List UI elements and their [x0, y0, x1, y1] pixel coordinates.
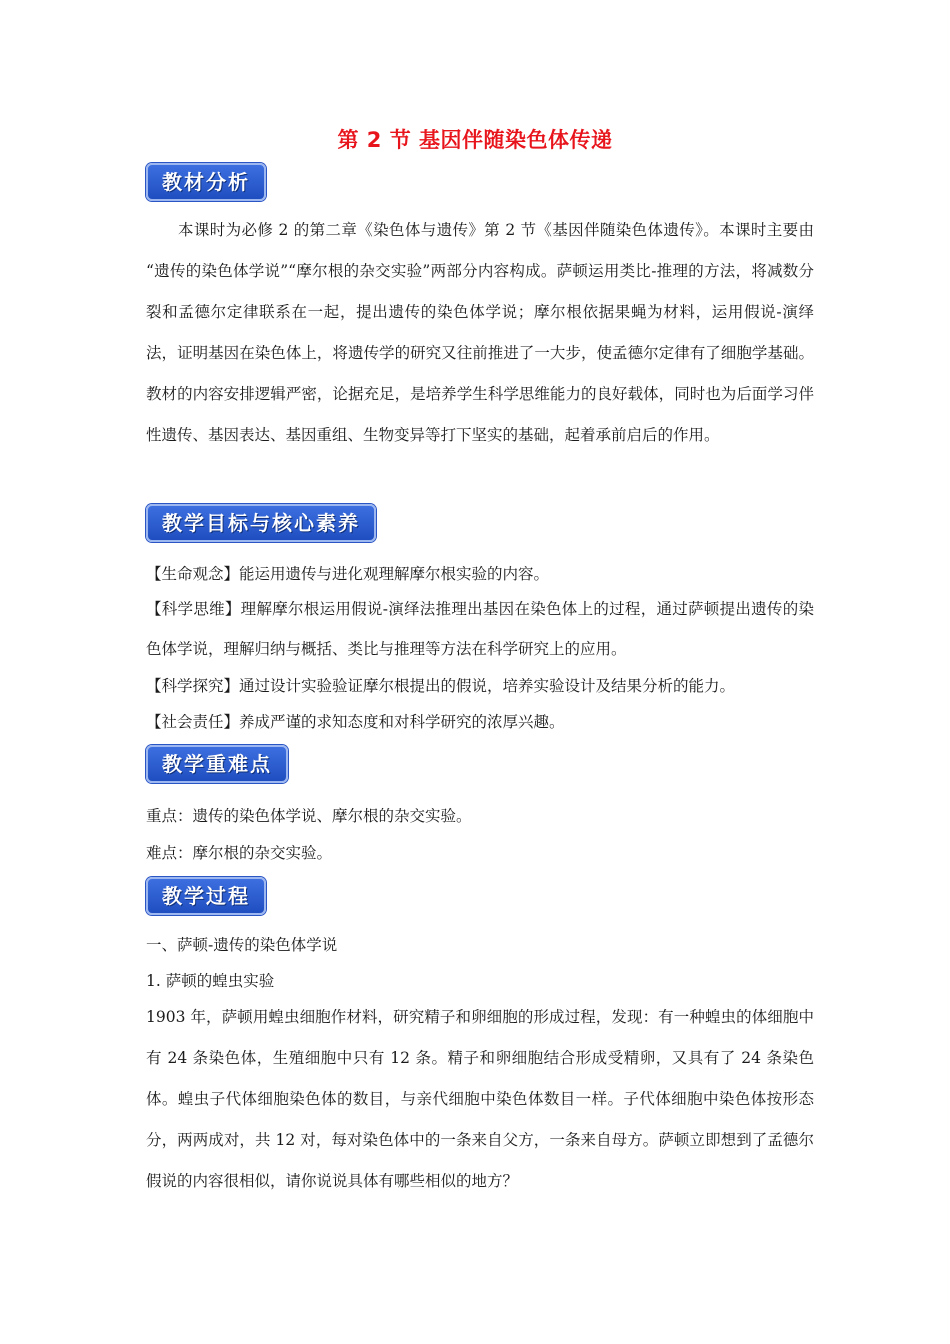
- section-heading-goals: 教学目标与核心素养: [146, 504, 376, 542]
- process-paragraph: 1903 年，萨顿用蝗虫细胞作材料，研究精子和卵细胞的形成过程，发现：有一种蝗虫的体细胞中有 24 条染色体，生殖细胞中只有 12 条。精子和卵细胞结合形成受精卵，又具有了 24 条染色体。蝗虫子代体细胞染色体的数目，与亲代细胞中染色体数目一样。子代体细胞中染色体按形态分，两两成对，共 12 对，每对染色体中的一条来自父方，一条来自母方。萨顿立即想到了孟德尔假说的内容很相似，请你说说具体有哪些相似的地方？: [146, 1008, 814, 1190]
- section-heading-process: 教学过程: [146, 877, 266, 915]
- key-point: 重点：遗传的染色体学说、摩尔根的杂交实验。: [146, 807, 472, 825]
- analysis-paragraph: 本课时为必修 2 的第二章《染色体与遗传》第 2 节《基因伴随染色体遗传》。本课时主要由 “遗传的染色体学说”“摩尔根的杂交实验”两部分内容构成。萨顿运用类比-推理的方法，将减数分裂和孟德尔定律联系在一起，提出遗传的染色体学说；摩尔根依据果蝇为材料，运用假说-演绎法，证明基因在染色体上，将遗传学的研究又往前推进了一大步，使孟德尔定律有了细胞学基础。教材的内容安排逻辑严密，论据充足，是培养学生科学思维能力的良好载体，同时也为后面学习伴性遗传、基因表达、基因重组、生物变异等打下坚实的基础，起着承前启后的作用。: [146, 221, 814, 444]
- goal-scientific-thinking: 【科学思维】理解摩尔根运用假说-演绎法推理出基因在染色体上的过程，通过萨顿提出遗传的染色体学说，理解归纳与概括、类比与推理等方法在科学研究上的应用。: [146, 600, 814, 658]
- process-subheading: 一、萨顿-遗传的染色体学说: [146, 936, 338, 954]
- goal-social-responsibility: 【社会责任】养成严谨的求知态度和对科学研究的浓厚兴趣。: [146, 713, 565, 731]
- difficult-point: 难点：摩尔根的杂交实验。: [146, 844, 333, 862]
- goal-life-concept: 【生命观念】能运用遗传与进化观理解摩尔根实验的内容。: [146, 565, 550, 583]
- page-title: 第 2 节 基因伴随染色体传递: [337, 128, 613, 152]
- section-heading-analysis: 教材分析: [146, 163, 266, 201]
- section-heading-keypoints: 教学重难点: [146, 745, 288, 783]
- goal-scientific-inquiry: 【科学探究】通过设计实验验证摩尔根提出的假说，培养实验设计及结果分析的能力。: [146, 677, 736, 695]
- process-item-1: 1. 萨顿的蝗虫实验: [146, 972, 275, 990]
